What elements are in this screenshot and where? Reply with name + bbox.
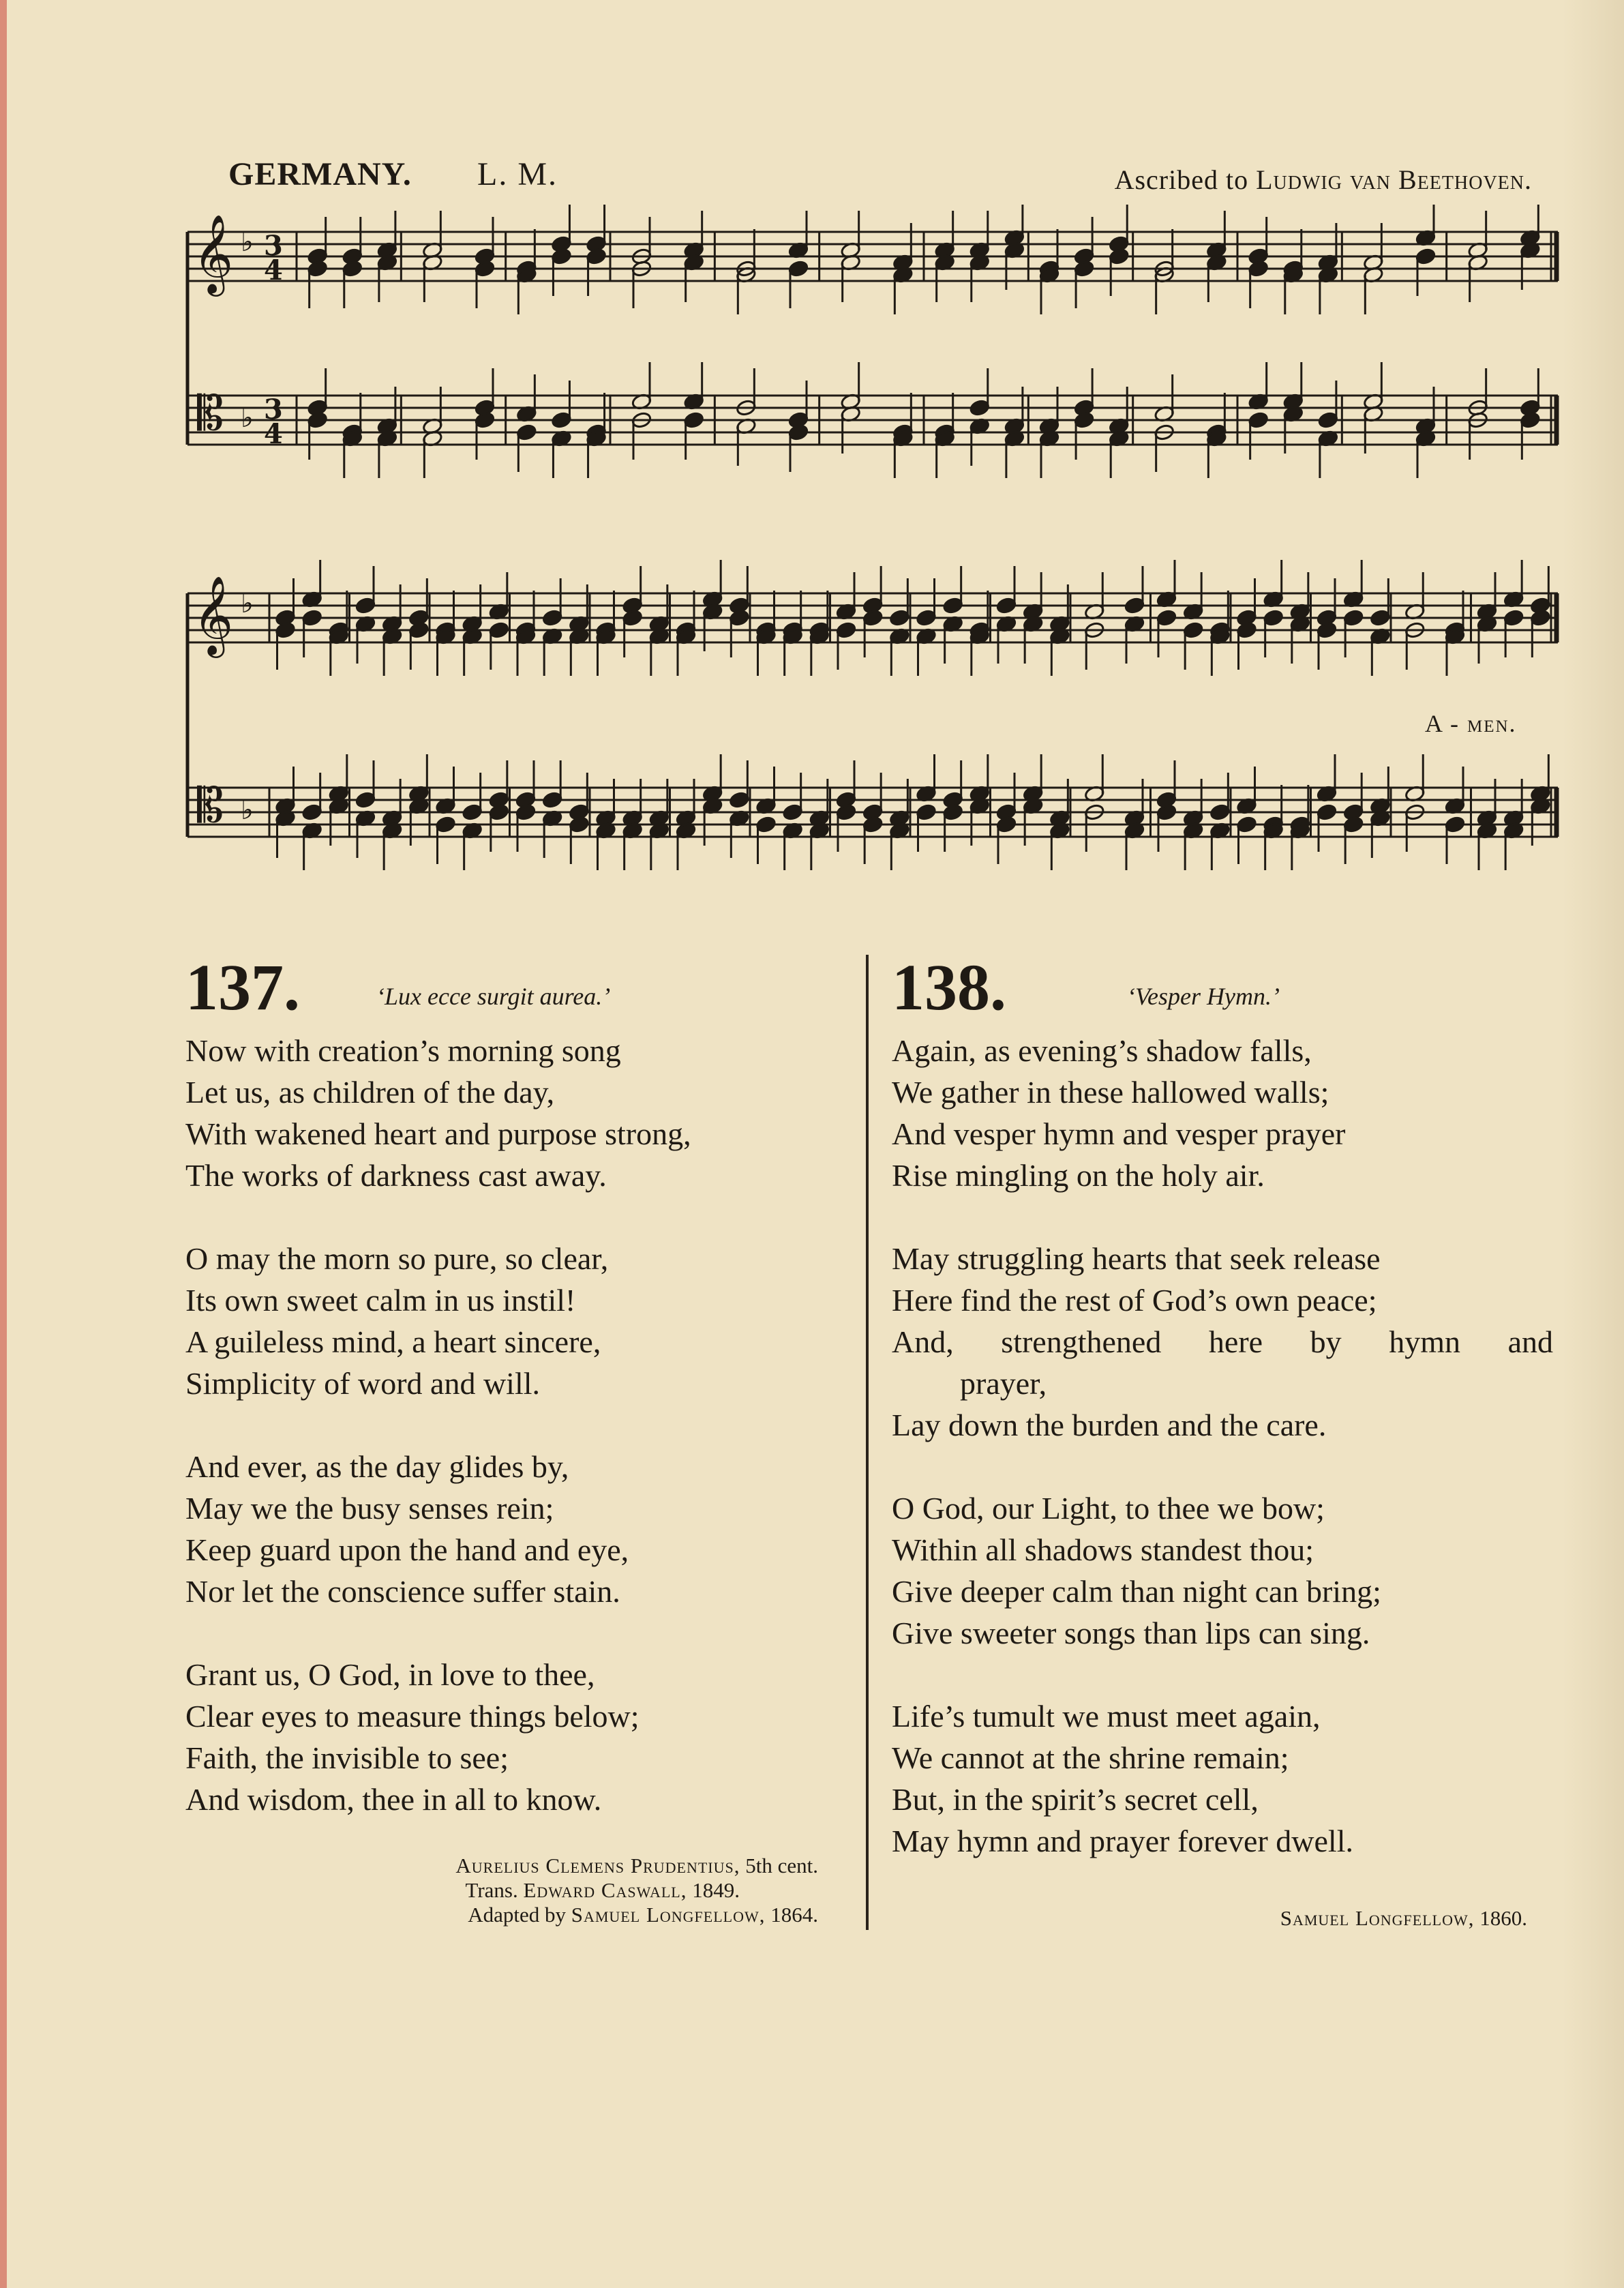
- credit-line: Aurelius Clemens Prudentius, 5th cent.: [455, 1854, 818, 1877]
- tune-name: GERMANY.: [228, 156, 412, 192]
- verse-line: Lay down the burden and the care.: [892, 1408, 1327, 1442]
- hymn-number: 137.: [185, 951, 300, 1024]
- hymn-header: [892, 951, 1574, 1030]
- time-signature: 4: [264, 418, 283, 450]
- credit-line: Adapted by Samuel Longfellow, 1864.: [468, 1903, 818, 1927]
- verse-line: Give sweeter songs than lips can sing.: [892, 1616, 1370, 1650]
- stanza: [185, 1238, 840, 1404]
- verse-line: Nor let the conscience suffer stain.: [185, 1574, 620, 1609]
- verse-line: The works of darkness cast away.: [185, 1158, 607, 1193]
- verse-line: Let us, as children of the day,: [185, 1075, 555, 1110]
- hymn-138: [892, 951, 1574, 1903]
- verse-line: Keep guard upon the hand and eye,: [185, 1532, 629, 1567]
- c-clef-icon: 𝄡: [197, 385, 224, 441]
- hymn-header: [185, 951, 840, 1030]
- stanza: [185, 1030, 840, 1196]
- time-signature: 3: [264, 393, 283, 426]
- hymn-number: 138.: [892, 951, 1006, 1024]
- composer-ascription: [1115, 164, 1532, 196]
- credit-line: Trans. Edward Caswall, 1849.: [465, 1878, 740, 1902]
- flat-icon: ♭: [241, 588, 254, 619]
- flat-icon: ♭: [241, 402, 254, 434]
- flat-icon: ♭: [241, 226, 254, 258]
- verse-line: With wakened heart and purpose strong,: [185, 1116, 691, 1151]
- verse-line: And ever, as the day glides by,: [185, 1449, 569, 1484]
- verse-line: May hymn and prayer forever dwell.: [892, 1824, 1353, 1858]
- verse-line: Rise mingling on the holy air.: [892, 1158, 1265, 1193]
- verse-line: Here find the rest of God’s own peace;: [892, 1283, 1377, 1318]
- composer-name: Ludwig van Beethoven.: [1256, 164, 1532, 195]
- stanza: [892, 1238, 1574, 1446]
- hymn-137-credits: [327, 1854, 818, 1927]
- verse-line: And wisdom, thee in all to know.: [185, 1782, 602, 1817]
- verse-line: May we the busy senses rein;: [185, 1491, 554, 1526]
- verse-line: May struggling hearts that seek release: [892, 1241, 1381, 1276]
- verse-line-continuation: prayer,: [960, 1366, 1047, 1401]
- treble-clef-icon: 𝄞: [193, 213, 234, 293]
- hymn-138-credits: [1118, 1906, 1527, 1931]
- hymn-subtitle: ‘Lux ecce surgit aurea.’: [376, 983, 611, 1010]
- ascription-prefix: Ascribed to: [1114, 164, 1249, 195]
- stanza: [892, 1695, 1574, 1862]
- verse-line: Its own sweet calm in us instil!: [185, 1283, 576, 1318]
- verse-line: We cannot at the shrine remain;: [892, 1740, 1289, 1775]
- music-system-2: [174, 552, 1572, 880]
- verse-line: A guileless mind, a heart sincere,: [185, 1324, 601, 1359]
- verse-line: And, strengthened here by hymn and: [892, 1324, 1553, 1359]
- verse-line: Again, as evening’s shadow falls,: [892, 1033, 1312, 1068]
- amen-label: A - men.: [1425, 710, 1517, 737]
- flat-icon: ♭: [241, 794, 254, 826]
- music-system-1: [174, 205, 1572, 505]
- time-signature: 4: [264, 254, 283, 286]
- verse-line: Faith, the invisible to see;: [185, 1740, 509, 1775]
- hymn-137: [185, 951, 840, 1862]
- time-signature: 3: [264, 230, 283, 262]
- binding-edge: [0, 0, 7, 2288]
- treble-clef-icon: 𝄞: [193, 575, 234, 655]
- hymn-subtitle: ‘Vesper Hymn.’: [1127, 983, 1280, 1010]
- verse-line: And vesper hymn and vesper prayer: [892, 1116, 1346, 1151]
- verse-line: Give deeper calm than night can bring;: [892, 1574, 1381, 1609]
- verse-line: Within all shadows standest thou;: [892, 1532, 1314, 1567]
- verse-line: But, in the spirit’s secret cell,: [892, 1782, 1259, 1817]
- verse-line: O may the morn so pure, so clear,: [185, 1241, 609, 1276]
- stanza: [892, 1030, 1574, 1196]
- verse-line: Now with creation’s morning song: [185, 1033, 621, 1068]
- verse-line: Life’s tumult we must meet again,: [892, 1699, 1321, 1734]
- stanza: [185, 1654, 840, 1820]
- stanza: [185, 1446, 840, 1612]
- column-divider: [866, 955, 869, 1930]
- verse-line: We gather in these hallowed walls;: [892, 1075, 1329, 1110]
- verse-line: Simplicity of word and will.: [185, 1366, 541, 1401]
- tune-meter: L. M.: [477, 156, 558, 192]
- verse-line: Grant us, O God, in love to thee,: [185, 1657, 595, 1692]
- credit-line: Samuel Longfellow, 1860.: [1280, 1906, 1527, 1930]
- c-clef-icon: 𝄡: [197, 777, 224, 833]
- stanza: [892, 1487, 1574, 1654]
- verse-line: O God, our Light, to thee we bow;: [892, 1491, 1325, 1526]
- verse-line: Clear eyes to measure things below;: [185, 1699, 640, 1734]
